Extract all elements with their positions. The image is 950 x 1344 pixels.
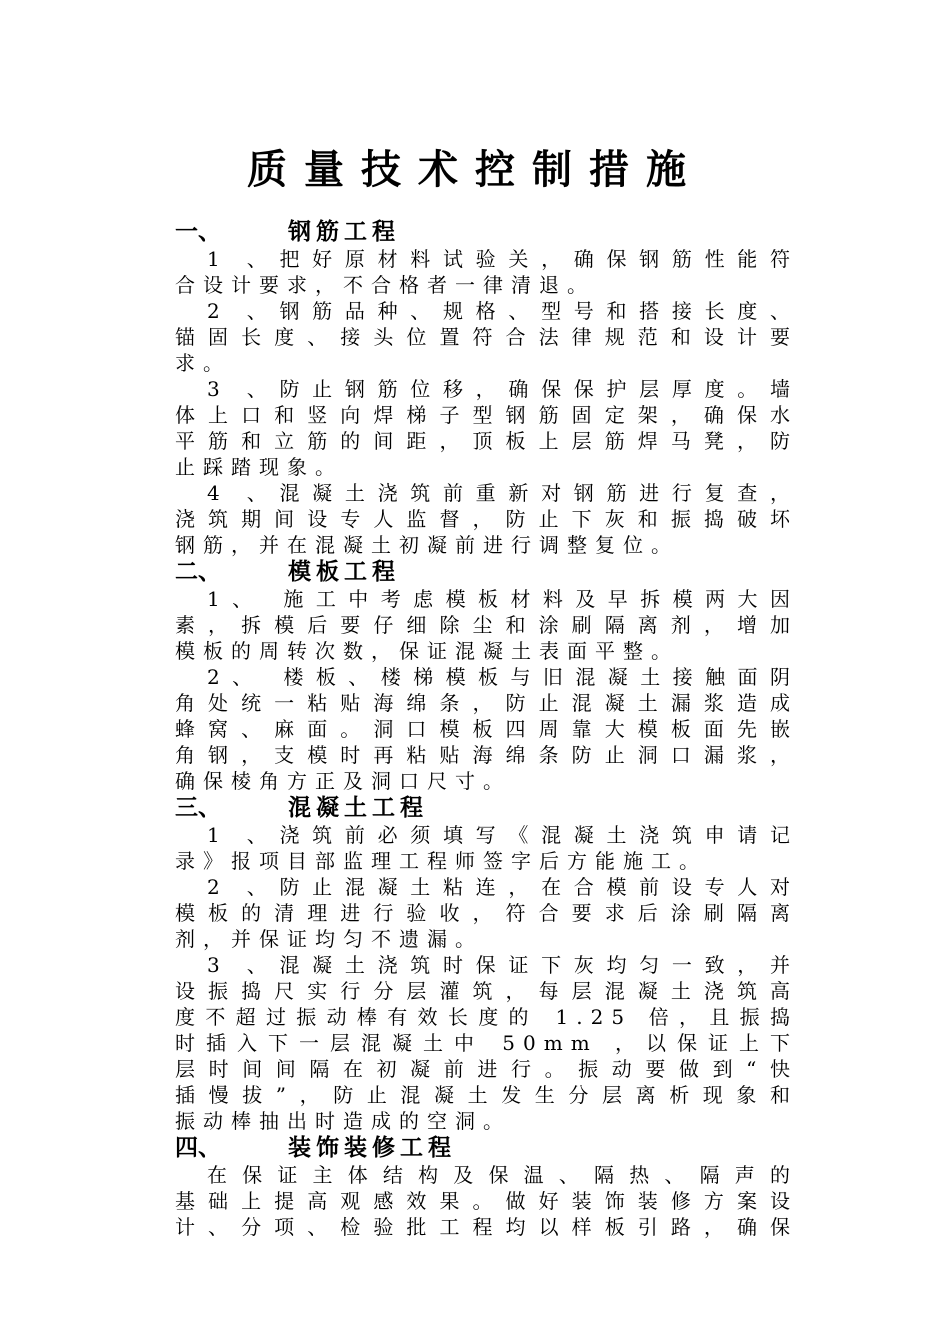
paragraph-line: 角处统一粘贴海绵条，防止混凝土漏浆造成 [175, 691, 798, 715]
section-title: 模板工程 [288, 558, 400, 585]
document-title: 质量技术控制措施 [247, 146, 703, 193]
paragraph-line: 角钢，支模时再粘贴海绵条防止洞口漏浆， [175, 743, 798, 767]
paragraph [175, 952, 798, 1134]
section-heading [175, 218, 798, 246]
paragraph-line: 素，拆模后要仔细除尘和涂刷隔离剂，增加 [175, 613, 798, 637]
section-number: 四、 [175, 1134, 221, 1161]
paragraph-line: 模板的周转次数，保证混凝土表面平整。 [175, 639, 679, 663]
paragraph-line: 锚固长度、接头位置符合法律规范和设计要 [175, 325, 798, 349]
paragraph [175, 586, 798, 664]
paragraph-line: 3 、混凝土浇筑时保证下灰均匀一致，并 [207, 953, 798, 977]
document-body [175, 218, 798, 1240]
paragraph [175, 298, 798, 376]
paragraph-line: 2、 楼板、楼梯模板与旧混凝土接触面阴 [207, 665, 798, 689]
paragraph-line: 1、 施工中考虑模板材料及早拆模两大因 [207, 587, 798, 611]
section-number: 三、 [175, 794, 221, 821]
paragraph-line: 在保证主体结构及保温、隔热、隔声的 [207, 1163, 798, 1187]
paragraph [175, 480, 798, 558]
section-title: 混凝土工程 [288, 794, 428, 821]
paragraph-line: 体上口和竖向焊梯子型钢筋固定架，确保水 [175, 403, 798, 427]
paragraph-line: 合设计要求，不合格者一律清退。 [175, 273, 595, 297]
paragraph [175, 822, 798, 874]
paragraph-line: 1 、把好原材料试验关，确保钢筋性能符 [207, 247, 798, 271]
section-number: 一、 [175, 218, 221, 245]
paragraph-line: 4 、混凝土浇筑前重新对钢筋进行复查， [207, 481, 798, 505]
paragraph-line: 层时间间隔在初凝前进行。振动要做到“快 [175, 1057, 798, 1081]
paragraph-line: 3 、防止钢筋位移，确保保护层厚度。墙 [207, 377, 798, 401]
paragraph-line: 止踩踏现象。 [175, 455, 343, 479]
paragraph-line: 剂，并保证均匀不遗漏。 [175, 927, 483, 951]
paragraph-line: 模板的清理进行验收，符合要求后涂刷隔离 [175, 901, 798, 925]
paragraph [175, 874, 798, 952]
section-heading [175, 1134, 798, 1162]
section-heading [175, 558, 798, 586]
paragraph [175, 1162, 798, 1240]
paragraph-line: 2 、钢筋品种、规格、型号和搭接长度、 [207, 299, 798, 323]
section-heading [175, 794, 798, 822]
paragraph-line: 钢筋，并在混凝土初凝前进行调整复位。 [175, 533, 679, 557]
paragraph-line: 浇筑期间设专人监督，防止下灰和振捣破坏 [175, 507, 798, 531]
paragraph-line: 基础上提高观感效果。做好装饰装修方案设 [175, 1189, 798, 1213]
paragraph [175, 664, 798, 794]
section-title: 装饰装修工程 [288, 1134, 456, 1161]
paragraph-line: 确保棱角方正及洞口尺寸。 [175, 769, 511, 793]
paragraph-line: 录》报项目部监理工程师签字后方能施工。 [175, 849, 707, 873]
paragraph-line: 插慢拔”，防止混凝土发生分层离析现象和 [175, 1083, 798, 1107]
paragraph-line: 平筋和立筋的间距，顶板上层筋焊马凳，防 [175, 429, 798, 453]
paragraph-line: 设振捣尺实行分层灌筑，每层混凝土浇筑高 [175, 979, 798, 1003]
section-title: 钢筋工程 [288, 218, 400, 245]
paragraph [175, 246, 798, 298]
section-number: 二、 [175, 558, 221, 585]
paragraph-line: 度不超过振动棒有效长度的 1.25 倍，且振捣 [175, 1005, 798, 1029]
paragraph [175, 376, 798, 480]
paragraph-line: 振动棒抽出时造成的空洞。 [175, 1109, 511, 1133]
paragraph-line: 时插入下一层混凝土中 50mm ，以保证上下 [175, 1031, 798, 1055]
paragraph-line: 蜂窝、麻面。洞口模板四周靠大模板面先嵌 [175, 717, 798, 741]
paragraph-line: 计、分项、检验批工程均以样板引路，确保 [175, 1215, 798, 1239]
paragraph-line: 1 、浇筑前必须填写《混凝土浇筑申请记 [207, 823, 798, 847]
paragraph-line: 2 、防止混凝土粘连，在合模前设专人对 [207, 875, 798, 899]
paragraph-line: 求。 [175, 351, 231, 375]
